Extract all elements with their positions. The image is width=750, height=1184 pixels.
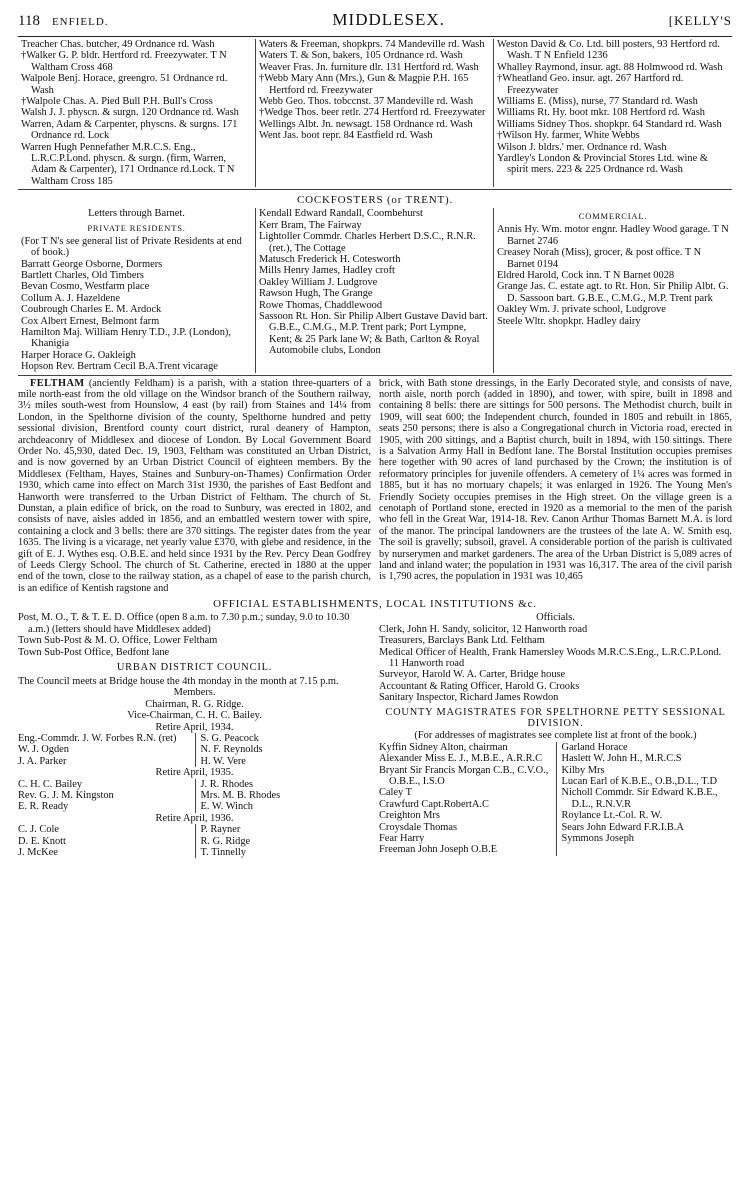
chairman: Chairman, R. G. Ridge.	[145, 698, 244, 710]
member-name: J. McKee	[18, 847, 58, 858]
list-item: Caley T	[379, 787, 412, 799]
list-item: Barratt George Osborne, Dormers	[21, 258, 163, 270]
post-offices	[18, 612, 371, 658]
retire-group	[18, 824, 371, 858]
list-item: Garland Horace	[561, 741, 628, 753]
list-item: Post, M. O., T. & T. E. D. Office (open 8 a.m. to 7.30 p.m.; sunday, 9.0 to 10.30 a.m.) (letters should have Middlesex added)	[18, 612, 350, 635]
member-name: J. R. Rhodes	[200, 778, 254, 790]
retire-group	[18, 733, 371, 767]
private-col-2	[256, 208, 494, 372]
member-name: Rev. G. J. M. Kingston	[18, 789, 114, 801]
magistrates-note: (For addresses of magistrates see complete list at front of the book.)	[414, 730, 697, 742]
list-item: Sears John Edward F.R.I.B.A	[561, 821, 684, 833]
commercial-heading: COMMERCIAL.	[578, 211, 648, 222]
list-item: Accountant & Rating Officer, Harold G. Crooks	[379, 680, 580, 692]
enfield-col-3	[494, 39, 732, 187]
list-item: Williams Rt. Hy. boot mkr. 108 Hertford rd. Wash	[497, 107, 705, 119]
retire-heading: Retire April, 1936.	[155, 812, 234, 824]
list-item: Mills Henry James, Hadley croft	[259, 265, 395, 277]
list-item: Eldred Harold, Cock inn. T N Barnet 0028	[497, 269, 675, 281]
list-item: Sassoon Rt. Hon. Sir Philip Albert Gustave David bart. G.B.E., C.M.G., M.P. Trent park; Port Lympne, Kent; & 25 Park lane W; & Bath, Carlton & Royal Automobile clubs, London	[259, 310, 488, 357]
member-name: T. Tinnelly	[200, 847, 246, 858]
list-item: Lucan Earl of K.B.E., O.B.,D.L., T.D	[561, 775, 717, 787]
list-item: Wilson J. bldrs.' mer. Ordnance rd. Wash	[497, 141, 667, 153]
list-item: Croysdale Thomas	[379, 821, 458, 833]
list-item: Bryant Sir Francis Morgan C.B., C.V.O., O.B.E., I.S.O	[379, 764, 549, 787]
list-item: Kerr Bram, The Fairway	[259, 219, 362, 231]
retire-heading: Retire April, 1935.	[155, 767, 234, 779]
list-item: Coubrough Charles E. M. Ardock	[21, 304, 162, 316]
feltham-text-col-2: brick, with Bath stone dressings, in the Early Decorated style, and consists of nave, north aisle, north porch (added in 1890), and tower, with spire, built in 1898 and containing 8 bells: there are sittings for 500 persons. The Methodist church, built in 1909, will seat 600; the Independent church, founded in 1805 and rebuilt in 1865, seats 250 persons; there is also a Congregational church in Victoria road, erected in 1905, with 200 sittings, and a Baptist church, built in 1894, with 150 sittings. There is a Salvation Army Hall in Bedfont lane. The Borstal Institution occupies premises here together with 90 acres of land purchased by the Crown; the institution is of reformatory principles for juvenile offenders. A cemetery of 1¼ acres was formed in 1885, but it has no mortuary chapels; it was enlarged in 1926. The Young Men's Friendly Society occupies premises in the High street. On the village green is a cenotaph of Portland stone, erected in 1920 as a memorial to the men of the parish who fell in the Great War, 1914-18. Rev. Canon Arthur Thomas Barnett M.A. is lord of the manor. The principal landowners are the trustees of the late A. W. Smith esq. The soil is gravelly; subsoil, gravel. A considerable portion of the parish is cultivated by nurserymen and market gardeners. The area of the Urban District is 5,089 acres of land and inland water; the population in 1931 was 16,317. The area of the civil parish is 1,790 acres, the population in 1931 was 10,465	[379, 377, 732, 583]
list-item: †Wilson Hy. farmer, White Webbs	[497, 130, 640, 142]
list-item: Kyffin Sidney Alton, chairman	[379, 741, 508, 753]
list-item: Roylance Lt.-Col. R. W.	[561, 810, 663, 822]
list-item: Hopson Rev. Bertram Cecil B.A.Trent vicarage	[21, 361, 218, 373]
list-item: Bartlett Charles, Old Timbers	[21, 269, 144, 281]
private-residents-heading: PRIVATE RESIDENTS.	[87, 222, 186, 233]
list-item: Town Sub-Post & M. O. Office, Lower Feltham	[18, 635, 218, 647]
magistrates-right	[556, 742, 733, 856]
member-name: N. F. Reynolds	[200, 744, 263, 756]
list-item: Medical Officer of Health, Frank Hamersley Woods M.R.C.S.Eng., L.R.C.P.Lond. 11 Hanworth road	[379, 646, 722, 669]
list-item: Matusch Frederick H. Cotesworth	[259, 253, 401, 265]
member-name: R. G. Ridge	[200, 835, 251, 847]
list-item: Walsh J. J. physcn. & surgn. 120 Ordnance rd. Wash	[21, 107, 239, 119]
magistrates-list	[379, 742, 732, 856]
private-col-1	[21, 259, 252, 373]
list-item: Weaver Fras. Jn. furniture dlr. 131 Hertford rd. Wash	[259, 61, 479, 73]
divider	[18, 375, 732, 376]
tn-note: (For T N's see general list of Private Residents at end of book.)	[21, 235, 242, 259]
list-item: Sanitary Inspector, Richard James Rowdon	[379, 692, 559, 704]
officials-heading: Officials.	[536, 612, 575, 624]
list-item: Wellings Albt. Jn. newsagt. 158 Ordnance rd. Wash	[259, 118, 473, 130]
list-item: Clerk, John H. Sandy, solicitor, 12 Hanworth road	[379, 623, 588, 635]
list-item: Bevan Cosmo, Westfarm place	[21, 281, 150, 293]
list-item: †Webb Mary Ann (Mrs.), Gun & Magpie P.H. 165 Hertford rd. Freezywater	[259, 73, 469, 96]
member-name: W. J. Ogden	[18, 744, 69, 756]
council-groups	[18, 722, 371, 859]
list-item: Symmons Joseph	[561, 833, 634, 844]
member-name: D. E. Knott	[18, 835, 66, 847]
list-item: †Wedge Thos. beer retlr. 274 Hertford rd. Freezywater	[259, 107, 486, 119]
list-item: Williams E. (Miss), nurse, 77 Standard rd. Wash	[497, 96, 698, 108]
list-item: Rowe Thomas, Chaddlewood	[259, 299, 383, 311]
cockfosters-entries	[18, 208, 732, 372]
list-item: Warren Hugh Pennefather M.R.C.S. Eng., L.R.C.P.Lond. physcn. & surgn. (firm, Warren, Adam & Carpenter), 171 Ordnance rd.Lock. T N Waltham Cross 185	[21, 141, 235, 187]
enfield-col-1	[18, 39, 256, 187]
county-title: MIDDLESEX.	[332, 10, 445, 29]
list-item: Weston David & Co. Ltd. bill posters, 93 Hertford rd. Wash. T N Enfield 1236	[497, 39, 720, 62]
list-item: Surveyor, Harold W. A. Carter, Bridge house	[379, 669, 566, 681]
list-item: Kilby Mrs	[561, 764, 605, 776]
list-item: Harper Horace G. Oakleigh	[21, 349, 136, 361]
enfield-entries	[18, 39, 732, 187]
member-name: C. H. C. Bailey	[18, 778, 83, 790]
retire-group	[18, 779, 371, 813]
list-item: Webb Geo. Thos. tobccnst. 37 Mandeville rd. Wash	[259, 96, 474, 108]
list-item: Annis Hy. Wm. motor engnr. Hadley Wood garage. T N Barnet 2746	[497, 224, 729, 247]
list-item: Fear Harry	[379, 833, 425, 844]
list-item: Cox Albert Ernest, Belmont farm	[21, 315, 160, 327]
list-item: Crawfurd Capt.RobertA.C	[379, 798, 489, 810]
list-item: Treacher Chas. butcher, 49 Ordnance rd. Wash	[21, 39, 215, 50]
vice-chairman: Vice-Chairman, C. H. C. Bailey.	[127, 710, 262, 722]
page-header	[18, 10, 732, 37]
publisher-mark: [KELLY'S	[668, 13, 732, 28]
member-name: Eng.-Commdr. J. W. Forbes R.N. (ret)	[18, 732, 177, 744]
magistrates-left	[379, 742, 556, 856]
official-section	[18, 612, 732, 858]
member-name: C. J. Cole	[18, 824, 59, 836]
list-item: Yardley's London & Provincial Stores Ltd. wine & spirit mers. 223 & 225 Ordnance rd. Wash	[497, 153, 708, 176]
list-item: Kendall Edward Randall, Coombehurst	[259, 208, 423, 220]
feltham-name: FELTHAM	[30, 377, 85, 389]
list-item: Freeman John Joseph O.B.E	[379, 844, 498, 856]
list-item: Alexander Miss E. J., M.B.E., A.R.R.C	[379, 753, 543, 765]
list-item: Waters T. & Son, bakers, 105 Ordnance rd. Wash	[259, 50, 463, 62]
directory-page	[18, 0, 732, 1184]
list-item: Lightoller Commdr. Charles Herbert D.S.C., R.N.R. (ret.), The Cottage	[259, 231, 476, 254]
list-item: Town Sub-Post Office, Bedfont lane	[18, 646, 170, 658]
list-item: Oakley William J. Ludgrove	[259, 276, 378, 288]
member-name: P. Rayner	[200, 824, 241, 836]
list-item: †Wheatland Geo. insur. agt. 267 Hartford rd. Freezywater	[497, 73, 684, 96]
member-name: S. G. Peacock	[200, 732, 259, 744]
cockfosters-heading: COCKFOSTERS (or TRENT).	[296, 194, 453, 207]
list-item: †Walpole Chas. A. Pied Bull P.H. Bull's Cross	[21, 96, 213, 108]
list-item: Nicholl Commdr. Sir Edward K.B.E., D.L., R.N.V.R	[561, 787, 718, 810]
list-item: Warren, Adam & Carpenter, physcns. & surgns. 171 Ordnance rd. Lock	[21, 118, 238, 142]
list-item: Grange Jas. C. estate agt. to Rt. Hon. Sir Philip Albt. G. D. Sassoon bart. G.B.E., C.M.G., M.P. Trent park	[497, 281, 729, 304]
enfield-col-2	[256, 39, 494, 187]
list-item: Whalley Raymond, insur. agt. 88 Holmwood rd. Wash	[497, 61, 723, 73]
list-item: Williams Sidney Thos. shopkpr. 64 Standard rd. Wash	[497, 118, 722, 130]
place-name: ENFIELD.	[51, 16, 109, 28]
member-name: J. A. Parker	[18, 755, 67, 767]
list-item: Collum A. J. Hazeldene	[21, 292, 120, 304]
list-item: Went Jas. boot repr. 84 Eastfield rd. Wash	[259, 130, 433, 142]
official-heading: OFFICIAL ESTABLISHMENTS, LOCAL INSTITUTIONS &c.	[213, 598, 537, 611]
list-item: Creighton Mrs	[379, 810, 440, 822]
member-name: E. W. Winch	[200, 801, 253, 813]
list-item: Walpole Benj. Horace, greengro. 51 Ordnance rd. Wash	[21, 73, 228, 96]
list-item: Creasey Norah (Miss), grocer, & post office. T N Barnet 0194	[497, 247, 702, 270]
members-heading: Members.	[173, 687, 216, 699]
divider	[18, 189, 732, 190]
retire-heading: Retire April, 1934.	[155, 721, 234, 733]
council-meets: The Council meets at Bridge house the 4th monday in the month at 7.15 p.m.	[18, 675, 339, 687]
list-item: Oakley Wm. J. private school, Ludgrove	[497, 304, 666, 316]
member-name: E. R. Ready	[18, 801, 69, 813]
page-number: 118	[18, 13, 40, 29]
list-item: Treasurers, Barclays Bank Ltd. Feltham	[379, 635, 545, 647]
officials-list	[379, 624, 732, 704]
list-item: Steele Wltr. shopkpr. Hadley dairy	[497, 315, 641, 327]
council-heading: URBAN DISTRICT COUNCIL.	[116, 661, 273, 673]
letters-note: Letters through Barnet.	[88, 208, 185, 220]
member-name: Mrs. M. B. Rhodes	[200, 789, 281, 801]
commercial-list	[497, 224, 729, 327]
list-item: Waters & Freeman, shopkprs. 74 Mandeville rd. Wash	[259, 39, 485, 50]
feltham-text-col-1: FELTHAM (anciently Feldham) is a parish, with a station three-quarters of a mile north-east from the old village on the Windsor branch of the Southern railway, 3½ miles south-west from Hounslow, 4 east (by rail) from Staines and 14¼ from London, in the Spelthorne division of the county, Spelthorne hundred and petty sessional division, Brentford county court district, rural deanery of Hampton, archdeaconry of Middlesex and diocese of London. By Local Government Board Order No. 45,930, dated Dec. 19, 1903, Feltham was constituted an Urban District, and is now governed by an Urban District Council of eighteen members. By the Middlesex (Feltham, Hayes, Staines and Sunbury-on-Thames) Confirmation Order 1930, which came into effect on March 31st 1930, the parishes of East Bedfont and Hanworth were transferred to the Urban District of Feltham. The church of St. Dunstan, a plain edifice of brick, on the road to Sunbury, was erected in 1802, and consists of nave, aisles added in 1856, and an embattled western tower with spire, containing a clock and 3 bells: there are 370 sittings. The register dates from the year 1635. The living is a vicarage, net yearly value £370, with glebe and residence, in the gift of E. J. Wythes esq. O.B.E. and held since 1931 by the Rev. Percy Dean Godfrey of Leeds Clergy School. The church of St. Catherine, erected in 1880 at the upper end of the town, close to the railway station, as a chapel of ease to the parish church, is an edifice of Kentish ragstone and	[18, 377, 372, 594]
list-item: Hamilton Maj. William Henry T.D., J.P. (London), Khanigia	[21, 326, 231, 350]
magistrates-heading: COUNTY MAGISTRATES FOR SPELTHORNE PETTY SESSIONAL DIVISION.	[385, 706, 726, 729]
feltham-description	[18, 378, 732, 595]
list-item: Haslett W. John H., M.R.C.S	[561, 753, 682, 765]
member-name: H. W. Vere	[200, 755, 246, 767]
list-item: Rawson Hugh, The Grange	[259, 288, 373, 300]
list-item: †Walker G. P. bldr. Hertford rd. Freezywater. T N Waltham Cross 468	[21, 50, 227, 73]
